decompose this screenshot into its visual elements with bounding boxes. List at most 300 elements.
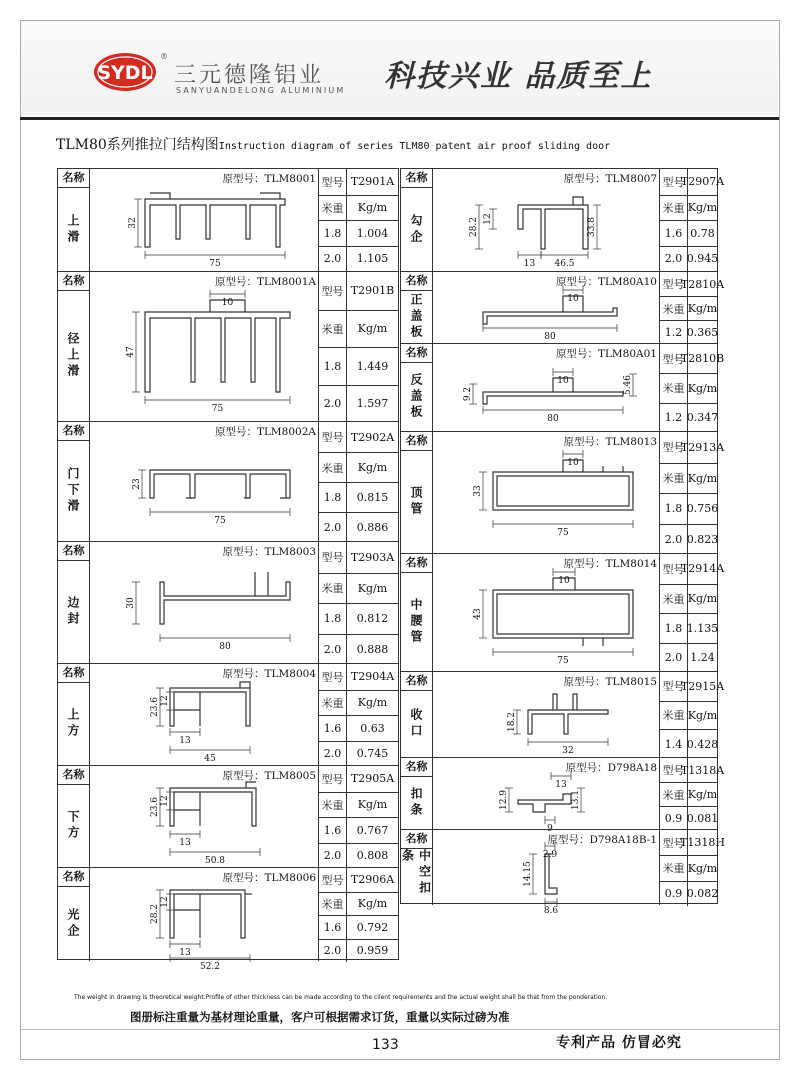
weight-value: 1.135 (686, 621, 719, 635)
profile-drawing (90, 868, 318, 972)
dimension-label: 75 (209, 259, 221, 269)
model-code: TLM8007 (605, 173, 657, 185)
profile-outline (518, 794, 571, 812)
profile-drawing (90, 169, 318, 271)
spec-cell (660, 672, 725, 757)
drawing-cell (433, 672, 660, 757)
dimension-label: 9 (547, 824, 553, 834)
name-header: 名称 (58, 542, 89, 561)
thickness-value: 1.6 (319, 716, 347, 741)
drawing-cell (90, 542, 319, 663)
model-prefix: 原型号： (222, 770, 265, 782)
profile-row (58, 541, 398, 663)
spec-row (319, 603, 398, 634)
horizontal-dimension (563, 450, 583, 468)
dimension-label: 12 (483, 213, 493, 225)
profile-outline (170, 688, 250, 726)
footer-note-en: The weight in drawing is theoretical weight.Profile of other thickness can be made according to the cilent requirements and the actual weight shall be that from the ponderation. (74, 994, 608, 1001)
weight-value: 1.105 (356, 252, 389, 266)
profile-outline (483, 308, 617, 324)
profile-drawing (433, 272, 659, 344)
vertical-dimension (483, 209, 497, 229)
weight-unit: Kg/m (687, 381, 718, 395)
thickness-value: 1.8 (319, 604, 347, 634)
spec-row (660, 169, 725, 195)
model-code: TLM80A10 (597, 276, 657, 288)
profile-row (58, 271, 398, 421)
thickness-value: 1.2 (660, 321, 688, 344)
right-profile-table (400, 168, 725, 916)
profile-row (58, 765, 398, 867)
weight-value: 0.347 (686, 411, 719, 425)
drawing-cell (433, 344, 660, 431)
profile-drawing (433, 554, 659, 672)
vertical-dimension (469, 205, 483, 249)
horizontal-dimension (493, 520, 633, 538)
dimension-label: 23 (132, 478, 142, 490)
thickness-value: 2.0 (319, 742, 347, 767)
type-code: T1318H (680, 836, 725, 850)
profile-row (58, 663, 398, 765)
weight-value: 1.597 (356, 397, 389, 411)
type-label: 型号 (319, 272, 347, 310)
name-header: 名称 (58, 422, 89, 441)
profile-drawing (433, 344, 659, 432)
type-label: 型号 (660, 272, 688, 296)
weight-value: 1.449 (356, 359, 389, 373)
dimension-label: 32 (128, 217, 138, 229)
drawing-cell (433, 169, 660, 271)
dimension-label: 32 (562, 746, 574, 756)
footer-note-cn: 图册标注重量为基材理论重量，客户可根据需求订货，重量以实际过磅为准 (130, 1010, 510, 1024)
profile-name: 边封 (66, 596, 80, 628)
drawing-cell (90, 766, 319, 867)
spec-cell (319, 422, 398, 541)
thickness-value: 1.6 (660, 221, 688, 246)
spec-cell (660, 554, 725, 671)
model-prefix: 原型号： (563, 173, 606, 185)
drawing-cell (90, 169, 319, 271)
profile-outline (528, 710, 608, 734)
profile-row (58, 169, 398, 271)
spec-row (319, 939, 398, 963)
spec-row (660, 344, 725, 373)
spec-row (319, 766, 398, 792)
vertical-dimension (126, 312, 140, 392)
profile-outline (174, 894, 200, 938)
spec-row (660, 320, 717, 344)
profile-drawing (90, 664, 318, 766)
weight-label: 米重 (660, 464, 688, 494)
profile-outline (603, 466, 623, 472)
dimension-label: 80 (219, 642, 231, 652)
type-code: T2903A (350, 550, 395, 564)
weight-label: 米重 (319, 893, 347, 916)
profile-row (401, 431, 725, 553)
horizontal-dimension (553, 568, 575, 586)
dimension-label: 13 (179, 736, 191, 746)
profile-outline (160, 582, 290, 624)
model-code: D798A18 (607, 762, 657, 774)
weight-unit: Kg/m (687, 201, 718, 215)
weight-label: 米重 (660, 374, 688, 402)
profile-drawing (433, 830, 659, 916)
type-label: 型号 (660, 554, 688, 584)
weight-value: 0.082 (686, 887, 719, 901)
profile-drawing (433, 672, 659, 758)
dimension-label: 12.9 (499, 789, 509, 811)
drawing-cell (433, 554, 660, 671)
horizontal-dimension (145, 251, 285, 269)
model-prefix: 原型号： (563, 558, 606, 570)
drawing-cell (433, 432, 660, 553)
name-cell (401, 432, 433, 553)
weight-label: 米重 (319, 453, 347, 482)
name-header: 名称 (401, 758, 432, 777)
model-code: TLM8004 (264, 668, 316, 680)
model-prefix: 原型号： (555, 348, 598, 360)
horizontal-dimension (150, 508, 290, 526)
name-cell (401, 344, 433, 431)
dimension-label: 13 (523, 259, 536, 269)
model-code: TLM80A01 (597, 348, 657, 360)
model-code: TLM8015 (605, 676, 657, 688)
weight-value: 0.756 (686, 502, 719, 516)
weight-value: 0.428 (686, 737, 719, 751)
registered-mark: ® (160, 52, 168, 61)
weight-value: 0.792 (356, 920, 389, 934)
weight-label: 米重 (660, 702, 688, 730)
weight-unit: Kg/m (687, 471, 718, 485)
dimension-label: 75 (214, 516, 226, 526)
horizontal-dimension (528, 738, 608, 756)
spec-row (319, 220, 398, 246)
name-cell (401, 554, 433, 671)
horizontal-dimension (170, 728, 200, 746)
profile-outline (493, 590, 633, 638)
company-logo (93, 52, 157, 92)
spec-row (319, 542, 398, 573)
type-code: T2902A (350, 430, 395, 444)
thickness-value: 2.0 (660, 247, 688, 272)
type-label: 型号 (660, 830, 688, 855)
spec-row (660, 758, 725, 782)
profile-name: 下方 (66, 810, 80, 842)
profile-outline (518, 205, 588, 249)
vertical-dimension (160, 894, 174, 910)
profile-name: 上滑 (66, 213, 80, 246)
name-cell (58, 664, 90, 765)
dimension-label: 5.46 (623, 374, 633, 396)
dimension-label: 2.9 (542, 850, 558, 860)
name-header: 名称 (58, 868, 89, 887)
weight-unit: Kg/m (687, 302, 718, 315)
name-cell (401, 758, 433, 829)
drawing-cell (433, 758, 660, 834)
name-cell (401, 272, 433, 343)
thickness-value: 2.0 (660, 525, 688, 555)
weight-value: 0.959 (356, 944, 389, 958)
thickness-value: 2.0 (319, 844, 347, 869)
thickness-value: 1.6 (319, 916, 347, 939)
weight-unit: Kg/m (357, 201, 388, 215)
name-header: 名称 (58, 766, 89, 785)
dimension-label: 10 (221, 298, 234, 308)
dimension-label: 13 (555, 780, 567, 790)
slogan: 科技兴业 品质至上 (384, 59, 653, 94)
model-code: TLM8013 (605, 436, 657, 448)
vertical-dimension (523, 854, 537, 894)
spec-row (319, 310, 398, 348)
vertical-dimension (507, 710, 521, 734)
spec-row (660, 195, 717, 221)
weight-label: 米重 (319, 793, 347, 818)
thickness-value: 1.4 (660, 730, 688, 758)
weight-value: 0.823 (686, 532, 719, 546)
thickness-value: 1.8 (660, 614, 688, 643)
spec-row (319, 892, 398, 916)
thickness-value: 1.8 (319, 221, 347, 246)
drawing-cell (90, 868, 319, 972)
spec-row (660, 272, 725, 296)
profile-drawing (90, 542, 318, 664)
spec-row (660, 373, 717, 402)
profile-row (401, 169, 725, 271)
profile-drawing (90, 272, 318, 422)
model-code: TLM8001 (264, 173, 316, 185)
spec-cell (660, 272, 725, 343)
weight-value: 1.004 (356, 226, 389, 240)
profile-name: 中腰管 (409, 598, 423, 646)
name-cell (401, 169, 433, 271)
thickness-value: 1.8 (660, 494, 688, 524)
dimension-label: 12 (160, 795, 170, 807)
profile-row (401, 757, 725, 834)
profile-outline (545, 854, 557, 894)
dimension-label: 10 (567, 294, 579, 304)
dimension-label: 50.8 (204, 856, 226, 866)
drawing-cell (90, 664, 319, 765)
weight-value: 0.767 (356, 823, 389, 837)
spec-row (660, 613, 717, 643)
footer-rule (20, 1029, 779, 1030)
weight-label: 米重 (660, 297, 688, 320)
vertical-dimension (128, 199, 142, 247)
spec-row (660, 643, 717, 673)
horizontal-dimension (170, 848, 260, 866)
profile-outline (150, 470, 290, 498)
dimension-label: 13.1 (571, 789, 581, 811)
horizontal-dimension (483, 324, 617, 342)
vertical-dimension (160, 692, 174, 710)
weight-unit: Kg/m (687, 861, 718, 875)
profile-row (58, 421, 398, 541)
spec-row (319, 664, 398, 690)
spec-row (660, 782, 717, 806)
dimension-label: 13 (179, 838, 191, 848)
type-code: T2914A (680, 562, 725, 576)
name-header: 名称 (401, 344, 432, 363)
type-code: T2905A (350, 772, 395, 786)
spec-row (319, 195, 398, 221)
thickness-value: 2.0 (319, 386, 347, 423)
model-prefix: 原型号： (565, 762, 608, 774)
type-code: T2810A (680, 277, 725, 291)
model-prefix: 原型号： (547, 834, 590, 846)
model-code: TLM8001A (256, 276, 316, 288)
thickness-value: 1.8 (319, 483, 347, 512)
profile-row (401, 271, 725, 343)
spec-row (660, 830, 725, 855)
weight-label: 米重 (660, 856, 688, 880)
spec-cell (660, 344, 725, 431)
thickness-value: 1.6 (319, 818, 347, 843)
type-code: T2906A (350, 873, 395, 887)
profile-outline (573, 197, 583, 205)
dimension-label: 12 (160, 695, 170, 707)
horizontal-dimension (551, 772, 571, 790)
profile-name: 光企 (66, 908, 80, 940)
dimension-label: 23.6 (150, 696, 160, 718)
spec-row (660, 463, 717, 494)
weight-unit: Kg/m (687, 788, 718, 801)
spec-row (660, 220, 717, 246)
profile-outline (553, 694, 577, 710)
horizontal-dimension (541, 251, 588, 269)
drawing-cell (90, 422, 319, 541)
type-code: T2913A (680, 440, 725, 454)
weight-value: 0.888 (356, 642, 389, 656)
spec-row (660, 729, 717, 758)
vertical-dimension (132, 470, 146, 498)
profile-name: 顶管 (409, 486, 423, 518)
name-cell (401, 830, 433, 905)
type-label: 型号 (319, 868, 347, 892)
model-prefix: 原型号： (563, 436, 606, 448)
spec-cell (660, 830, 725, 905)
profile-outline (174, 692, 200, 726)
horizontal-dimension (543, 842, 558, 860)
profile-outline (255, 572, 268, 596)
profile-name: 门下滑 (66, 467, 80, 515)
weight-unit: Kg/m (357, 696, 388, 710)
horizontal-dimension (145, 396, 290, 414)
dimension-label: 80 (547, 414, 559, 424)
weight-label: 米重 (660, 783, 688, 806)
horizontal-dimension (483, 406, 623, 424)
type-label: 型号 (319, 766, 347, 792)
type-label: 型号 (660, 169, 688, 195)
type-label: 型号 (660, 432, 688, 463)
spec-row (319, 246, 398, 272)
spec-row (660, 432, 725, 463)
logo-text: SYDL (97, 62, 153, 84)
weight-unit: Kg/m (687, 592, 718, 606)
model-code: TLM8014 (605, 558, 657, 570)
name-header: 名称 (401, 169, 432, 188)
weight-value: 0.945 (686, 252, 719, 266)
spec-row (660, 493, 717, 524)
profile-name: 径上滑 (66, 332, 80, 380)
type-code: T2901A (350, 175, 395, 189)
spec-cell (319, 868, 398, 961)
name-header: 名称 (401, 432, 432, 451)
horizontal-dimension (170, 746, 250, 764)
name-header: 名称 (401, 672, 432, 691)
profile-drawing (433, 758, 659, 834)
thickness-value: 2.0 (319, 513, 347, 542)
model-prefix: 原型号： (214, 276, 257, 288)
spec-row (319, 915, 398, 939)
profile-outline (246, 782, 256, 788)
profile-name: 勾企 (409, 213, 423, 246)
profile-outline (150, 193, 280, 199)
weight-value: 0.886 (356, 521, 389, 534)
patent-notice: 专利产品 仿冒必究 (556, 1035, 682, 1051)
brand-name-cn: 三元德隆铝业 (174, 63, 325, 88)
brand-name-en: SANYUANDELONG ALUMINIUM (176, 86, 346, 95)
spec-row (660, 701, 717, 730)
spec-row (319, 422, 398, 452)
profile-name: 扣条 (409, 787, 423, 819)
dimension-label: 28.2 (150, 903, 160, 925)
model-prefix: 原型号： (222, 173, 265, 185)
model-code: TLM8003 (264, 546, 316, 558)
weight-value: 0.815 (356, 491, 389, 504)
spec-row (660, 806, 717, 830)
spec-row (319, 452, 398, 482)
name-cell (58, 169, 90, 271)
document-title (56, 134, 610, 154)
model-prefix: 原型号： (222, 668, 265, 680)
profile-name: 上方 (66, 708, 80, 740)
thickness-value: 2.0 (660, 644, 688, 673)
type-code: T2915A (680, 679, 725, 693)
weight-unit: Kg/m (357, 581, 388, 595)
weight-value: 0.808 (356, 849, 389, 863)
name-header: 名称 (58, 272, 89, 291)
type-label: 型号 (660, 672, 688, 701)
thickness-value: 1.2 (660, 404, 688, 432)
horizontal-dimension (553, 368, 573, 386)
name-cell (401, 672, 433, 757)
type-code: T2904A (350, 670, 395, 684)
type-label: 型号 (319, 664, 347, 690)
name-cell (58, 542, 90, 663)
vertical-dimension (473, 590, 487, 638)
profile-outline (583, 638, 603, 646)
drawing-cell (433, 830, 660, 916)
profile-outline (493, 472, 633, 510)
name-header: 名称 (401, 554, 432, 573)
dimension-label: 33.8 (587, 216, 597, 238)
dimension-label: 47 (126, 346, 136, 358)
vertical-dimension (623, 374, 637, 396)
spec-row (319, 634, 398, 665)
weight-label: 米重 (319, 196, 347, 221)
weight-value: 0.812 (356, 612, 389, 626)
spec-cell (319, 766, 398, 867)
dimension-label: 18.2 (507, 711, 517, 733)
type-label: 型号 (660, 344, 688, 373)
spec-row (319, 272, 398, 310)
name-header: 名称 (58, 169, 89, 188)
model-prefix: 原型号： (222, 872, 265, 884)
vertical-dimension (463, 384, 477, 404)
type-code: T2901B (350, 284, 395, 298)
profile-name: 反盖板 (409, 373, 423, 421)
profile-drawing (433, 169, 659, 271)
